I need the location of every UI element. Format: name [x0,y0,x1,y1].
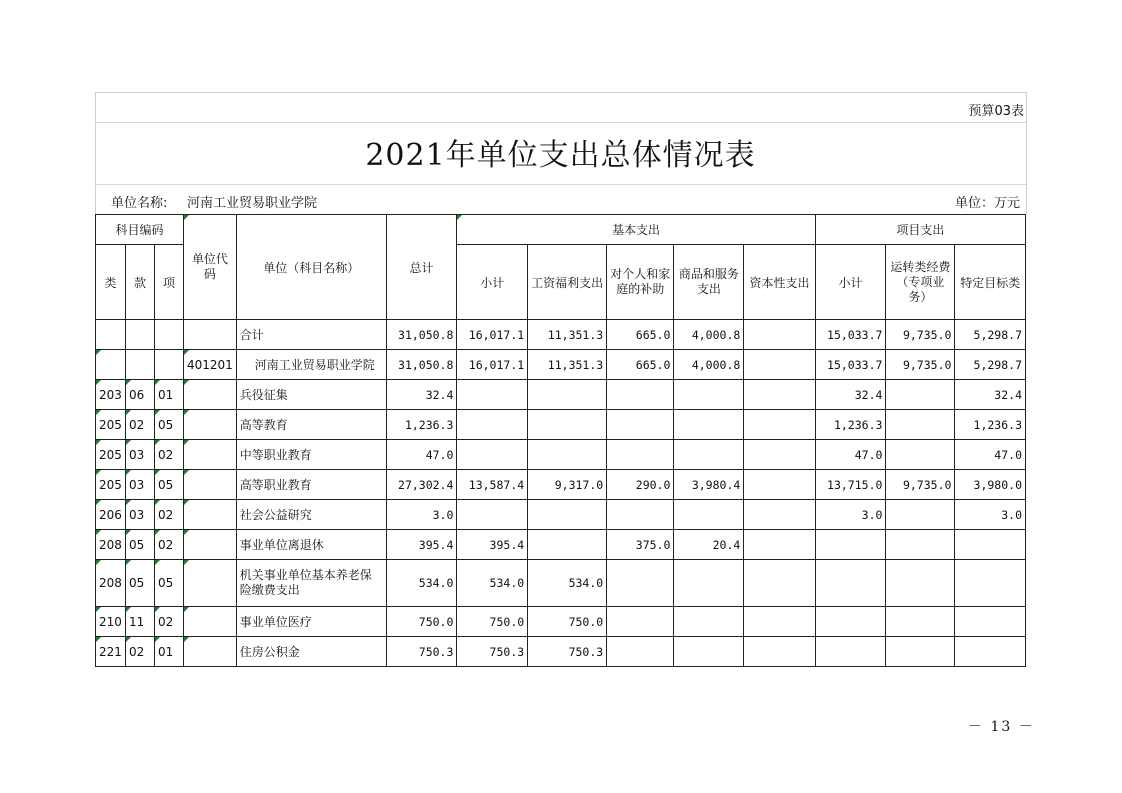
cell-lei [96,320,126,350]
cell-xiang [154,320,183,350]
header-xiang: 项 [154,245,183,320]
cell-name: 河南工业贸易职业学院 [236,350,386,380]
header-project: 项目支出 [815,215,1025,245]
cell-personal [607,560,674,607]
cell-goods: 3,980.4 [674,470,744,500]
cell-personal: 375.0 [607,530,674,560]
cell-total: 750.3 [386,637,457,667]
table-row [96,637,1026,667]
table-row [96,500,1026,530]
cell-capital [744,470,815,500]
cell-personal [607,440,674,470]
cell-lei: 208 [96,530,126,560]
cell-personal [607,500,674,530]
cell-capital [744,607,815,637]
header-salary: 工资福利支出 [528,245,607,320]
cell-name: 兵役征集 [236,380,386,410]
cell-operating [886,380,955,410]
cell-p-sub [815,607,886,637]
cell-b-sub: 16,017.1 [457,320,528,350]
cell-operating [886,530,955,560]
cell-b-sub: 750.3 [457,637,528,667]
cell-kuan: 02 [125,637,154,667]
cell-kuan [125,320,154,350]
cell-personal: 665.0 [607,350,674,380]
cell-goods: 4,000.8 [674,350,744,380]
unit-name-value: 河南工业贸易职业学院 [187,196,318,211]
table-row [96,380,1026,410]
cell-specific [955,607,1026,637]
cell-goods [674,637,744,667]
cell-code [183,500,236,530]
cell-capital [744,637,815,667]
cell-lei: 205 [96,410,126,440]
table-row [96,607,1026,637]
cell-b-sub: 13,587.4 [457,470,528,500]
cell-kuan: 03 [125,500,154,530]
cell-name: 中等职业教育 [236,440,386,470]
cell-kuan: 02 [125,410,154,440]
cell-p-sub [815,560,886,607]
cell-p-sub: 13,715.0 [815,470,886,500]
table-row [96,350,1026,380]
cell-name: 高等职业教育 [236,470,386,500]
cell-salary: 11,351.3 [528,320,607,350]
header-unit-code: 单位代码 [183,215,236,320]
cell-salary [528,440,607,470]
cell-kuan: 03 [125,470,154,500]
page-title: 2021年单位支出总体情况表 [365,138,756,173]
cell-lei [96,350,126,380]
cell-p-sub: 1,236.3 [815,410,886,440]
cell-code [183,470,236,500]
cell-xiang: 01 [154,380,183,410]
cell-specific: 3,980.0 [955,470,1026,500]
currency-unit-label: 单位：万元 [954,196,1020,211]
cell-lei: 221 [96,637,126,667]
cell-personal [607,607,674,637]
cell-specific [955,637,1026,667]
cell-total: 750.0 [386,607,457,637]
cell-code [183,320,236,350]
cell-code [183,560,236,607]
header-subject-code: 科目编码 [96,215,184,245]
cell-xiang: 05 [154,560,183,607]
cell-kuan: 05 [125,560,154,607]
cell-code [183,440,236,470]
cell-capital [744,560,815,607]
cell-p-sub: 15,033.7 [815,320,886,350]
cell-total: 27,302.4 [386,470,457,500]
header-capital: 资本性支出 [744,245,815,320]
cell-p-sub: 15,033.7 [815,350,886,380]
cell-name: 事业单位离退休 [236,530,386,560]
header-personal: 对个人和家庭的补助 [607,245,674,320]
cell-personal [607,410,674,440]
cell-p-sub: 47.0 [815,440,886,470]
cell-lei: 205 [96,470,126,500]
right-border [1026,92,1027,214]
cell-total: 1,236.3 [386,410,457,440]
cell-operating [886,410,955,440]
header-project-subtotal: 小计 [815,245,886,320]
cell-specific [955,560,1026,607]
cell-code [183,410,236,440]
cell-capital [744,410,815,440]
table-row [96,440,1026,470]
cell-personal: 290.0 [607,470,674,500]
cell-personal: 665.0 [607,320,674,350]
cell-lei: 203 [96,380,126,410]
header-row-1 [96,215,1026,245]
cell-b-sub: 750.0 [457,607,528,637]
cell-salary [528,380,607,410]
cell-name: 事业单位医疗 [236,607,386,637]
unit-name-label: 单位名称: [111,196,168,211]
cell-salary: 11,351.3 [528,350,607,380]
cell-b-sub [457,440,528,470]
cell-code: 401201 [183,350,236,380]
cell-operating [886,637,955,667]
cell-personal [607,380,674,410]
cell-capital [744,530,815,560]
cell-specific [955,530,1026,560]
header-lei: 类 [96,245,126,320]
cell-total: 32.4 [386,380,457,410]
cell-xiang: 05 [154,410,183,440]
cell-xiang: 05 [154,470,183,500]
cell-specific: 3.0 [955,500,1026,530]
cell-specific: 5,298.7 [955,350,1026,380]
cell-lei: 210 [96,607,126,637]
header-basic: 基本支出 [457,215,815,245]
cell-salary: 750.3 [528,637,607,667]
cell-salary [528,530,607,560]
cell-name: 社会公益研究 [236,500,386,530]
form-code: 预算03表 [968,104,1024,119]
cell-total: 3.0 [386,500,457,530]
cell-xiang: 02 [154,607,183,637]
cell-b-sub [457,500,528,530]
cell-total: 31,050.8 [386,320,457,350]
cell-b-sub: 16,017.1 [457,350,528,380]
cell-xiang: 01 [154,637,183,667]
cell-p-sub [815,637,886,667]
header-divider [95,122,1026,123]
table-row [96,410,1026,440]
cell-personal [607,637,674,667]
cell-operating [886,607,955,637]
cell-specific: 5,298.7 [955,320,1026,350]
cell-name: 机关事业单位基本养老保险缴费支出 [236,560,386,607]
cell-kuan: 05 [125,530,154,560]
cell-salary [528,500,607,530]
cell-b-sub [457,380,528,410]
cell-p-sub: 3.0 [815,500,886,530]
cell-p-sub: 32.4 [815,380,886,410]
header-operating: 运转类经费（专项业务） [886,245,955,320]
cell-code [183,637,236,667]
cell-goods [674,410,744,440]
cell-xiang [154,350,183,380]
cell-operating: 9,735.0 [886,470,955,500]
title-divider [95,184,1026,185]
cell-specific: 47.0 [955,440,1026,470]
page-number: － 13 － [968,719,1035,735]
cell-specific: 1,236.3 [955,410,1026,440]
cell-capital [744,350,815,380]
header-specific: 特定目标类 [955,245,1026,320]
cell-b-sub [457,410,528,440]
cell-operating [886,560,955,607]
cell-capital [744,440,815,470]
header-kuan: 款 [125,245,154,320]
cell-goods: 4,000.8 [674,320,744,350]
cell-goods [674,560,744,607]
table-body [96,320,1026,667]
cell-lei: 205 [96,440,126,470]
top-border [95,92,1026,93]
cell-name: 合计 [236,320,386,350]
cell-operating: 9,735.0 [886,350,955,380]
header-basic-subtotal: 小计 [457,245,528,320]
cell-goods [674,607,744,637]
header-unit-subject: 单位（科目名称） [236,215,386,320]
cell-p-sub [815,530,886,560]
table-row [96,320,1026,350]
cell-total: 47.0 [386,440,457,470]
cell-xiang: 02 [154,530,183,560]
expenditure-table [95,214,1026,667]
table-row [96,530,1026,560]
header-total: 总计 [386,215,457,320]
table-row [96,470,1026,500]
cell-salary [528,410,607,440]
cell-salary: 9,317.0 [528,470,607,500]
header-goods: 商品和服务支出 [674,245,744,320]
cell-code [183,380,236,410]
cell-goods [674,440,744,470]
cell-kuan: 03 [125,440,154,470]
cell-lei: 208 [96,560,126,607]
cell-specific: 32.4 [955,380,1026,410]
table-row [96,560,1026,607]
cell-goods: 20.4 [674,530,744,560]
cell-kuan: 06 [125,380,154,410]
cell-total: 534.0 [386,560,457,607]
cell-name: 高等教育 [236,410,386,440]
cell-xiang: 02 [154,500,183,530]
cell-goods [674,380,744,410]
cell-capital [744,500,815,530]
cell-code [183,607,236,637]
cell-salary: 750.0 [528,607,607,637]
cell-kuan: 11 [125,607,154,637]
cell-goods [674,500,744,530]
cell-capital [744,320,815,350]
cell-total: 395.4 [386,530,457,560]
cell-lei: 206 [96,500,126,530]
cell-operating: 9,735.0 [886,320,955,350]
cell-kuan [125,350,154,380]
cell-capital [744,380,815,410]
cell-xiang: 02 [154,440,183,470]
cell-name: 住房公积金 [236,637,386,667]
cell-total: 31,050.8 [386,350,457,380]
cell-operating [886,440,955,470]
cell-b-sub: 395.4 [457,530,528,560]
cell-code [183,530,236,560]
cell-salary: 534.0 [528,560,607,607]
cell-operating [886,500,955,530]
cell-b-sub: 534.0 [457,560,528,607]
